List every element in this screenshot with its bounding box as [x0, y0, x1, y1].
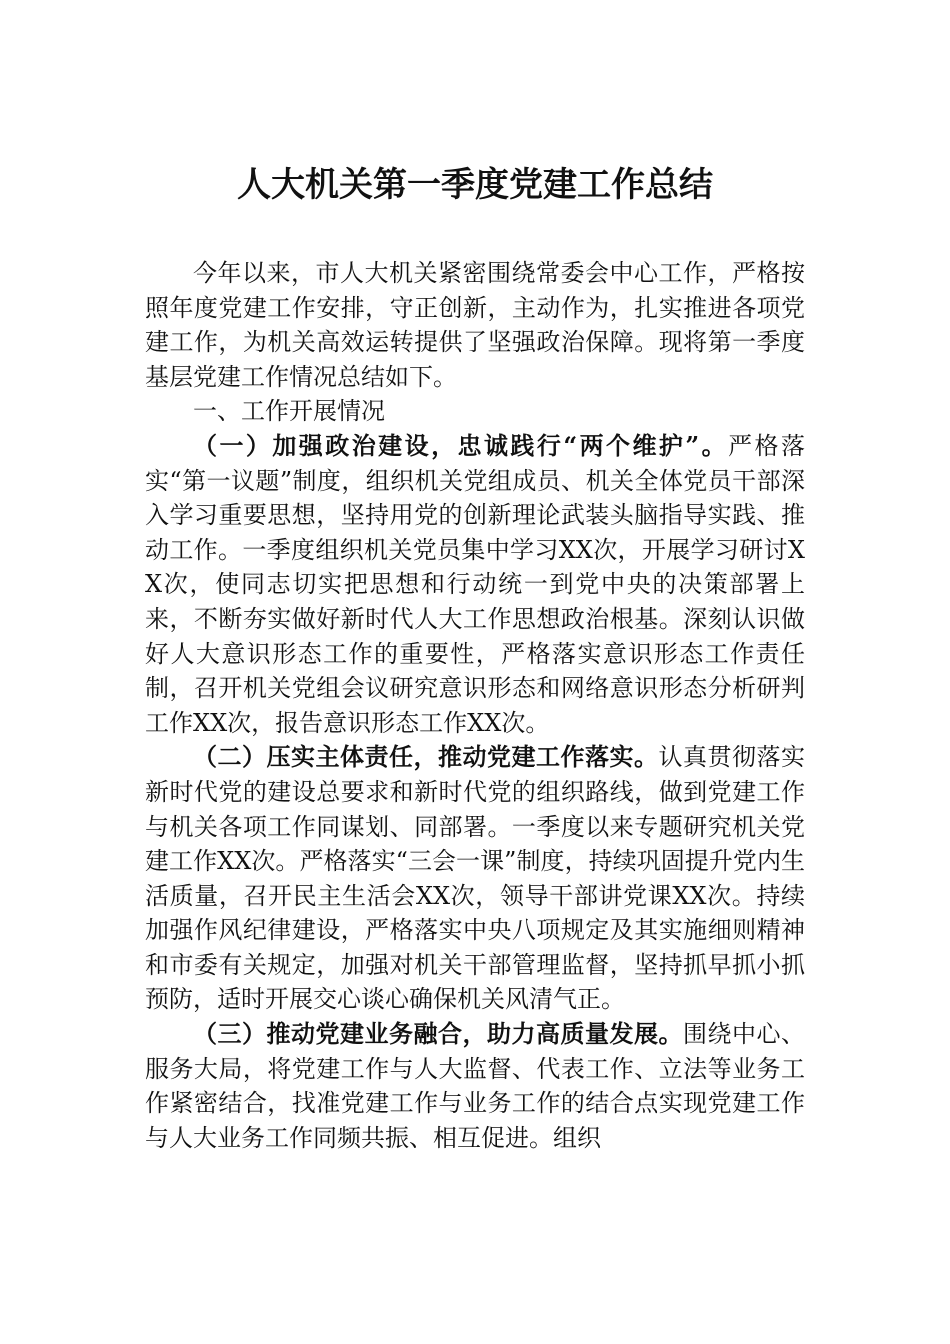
- section-heading: 一、工作开展情况: [193, 397, 385, 426]
- section-lead-1: （一）加强政治建设，忠诚践行“两个维护”。: [193, 430, 729, 460]
- document-body: [145, 256, 805, 1155]
- section-paragraph-3: [145, 1017, 805, 1155]
- section-text-3: 围绕中心、服务大局，将党建工作与人大监督、代表工作、立法等业务工作紧密结合，找准党建工作与业务工作的结合点实现党建工作与人大业务工作同频共振、相互促进。组织: [145, 1020, 805, 1152]
- section-lead-3: （三）推动党建业务融合，助力高质量发展。: [193, 1019, 683, 1049]
- section-paragraph-1: [145, 429, 805, 740]
- section-lead-2: （二）压实主体责任，推动党建工作落实。: [193, 742, 659, 772]
- section-text-1: 严格落实“第一议题”制度，组织机关党组成员、机关全体党员干部深入学习重要思想，坚持用党的创新理论武装头脑指导实践、推动工作。一季度组织机关党员集中学习XX次，开展学习研讨XX次，使同志切实把思想和行动统一到党中央的决策部署上来，不断夯实做好新时代人大工作思想政治根基。深刻认识做好人大意识形态工作的重要性，严格落实意识形态工作责任制，召开机关党组会议研究意识形态和网络意识形态分析研判工作XX次，报告意识形态工作XX次。: [145, 431, 806, 737]
- intro-paragraph: 今年以来，市人大机关紧密围绕常委会中心工作，严格按照年度党建工作安排，守正创新，主动作为，扎实推进各项党建工作，为机关高效运转提供了坚强政治保障。现将第一季度基层党建工作情况总结如下。: [145, 259, 805, 391]
- section-text-2: 认真贯彻落实新时代党的建设总要求和新时代党的组织路线，做到党建工作与机关各项工作同谋划、同部署。一季度以来专题研究机关党建工作XX次。严格落实“三会一课”制度，持续巩固提升党内生活质量，召开民主生活会XX次，领导干部讲党课XX次。持续加强作风纪律建设，严格落实中央八项规定及其实施细则精神和市委有关规定，加强对机关干部管理监督，坚持抓早抓小抓预防，适时开展交心谈心确保机关风清气正。: [145, 743, 805, 1014]
- document-title: 人大机关第一季度党建工作总结: [237, 165, 713, 205]
- section-paragraph-2: [145, 740, 805, 1017]
